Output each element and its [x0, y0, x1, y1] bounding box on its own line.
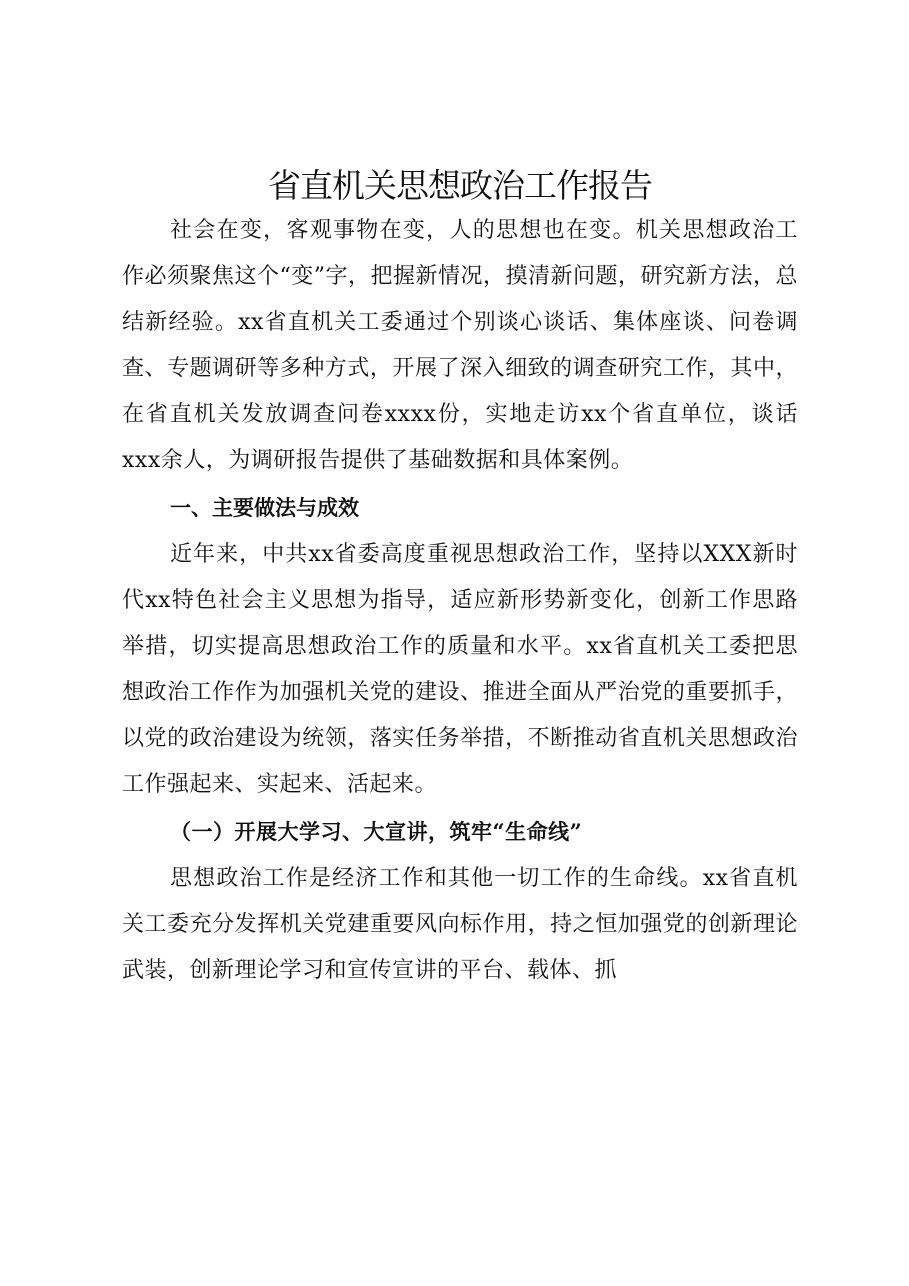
section-1-heading: 一、主要做法与成效 [170, 496, 359, 520]
intro-paragraph: 社会在变，客观事物在变，人的思想也在变。机关思想政治工作必须聚焦这个“变”字，把握新情况，摸清新问题，研究新方法，总结新经验。xx省直机关工委通过个别谈心谈话、集体座谈、问卷调查、专题调研等多种方式，开展了深入细致的调查研究工作，其中，在省直机关发放调查问卷xxxx份，实地走访xx个省直单位，谈话xxx余人，为调研报告提供了基础数据和具体案例。 [122, 218, 798, 473]
document-title: 省直机关思想政治工作报告 [268, 166, 652, 205]
subsection-1-heading: （一）开展大学习、大宣讲，筑牢“生命线” [170, 819, 583, 844]
subsection-1-paragraph: 思想政治工作是经济工作和其他一切工作的生命线。xx省直机关工委充分发挥机关党建重要风向标作用，持之恒加强党的创新理论武装，创新理论学习和宣传宣讲的平台、载体、抓 [122, 866, 798, 983]
document-body [122, 208, 798, 994]
section-1-paragraph: 近年来，中共xx省委高度重视思想政治工作，坚持以XXX新时代xx特色社会主义思想为指导，适应新形势新变化，创新工作思路举措，切实提高思想政治工作的质量和水平。xx省直机关工委把思想政治工作作为加强机关党的建设、推进全面从严治党的重要抓手，以党的政治建设为统领，落实任务举措，不断推动省直机关思想政治工作强起来、实起来、活起来。 [122, 542, 798, 797]
